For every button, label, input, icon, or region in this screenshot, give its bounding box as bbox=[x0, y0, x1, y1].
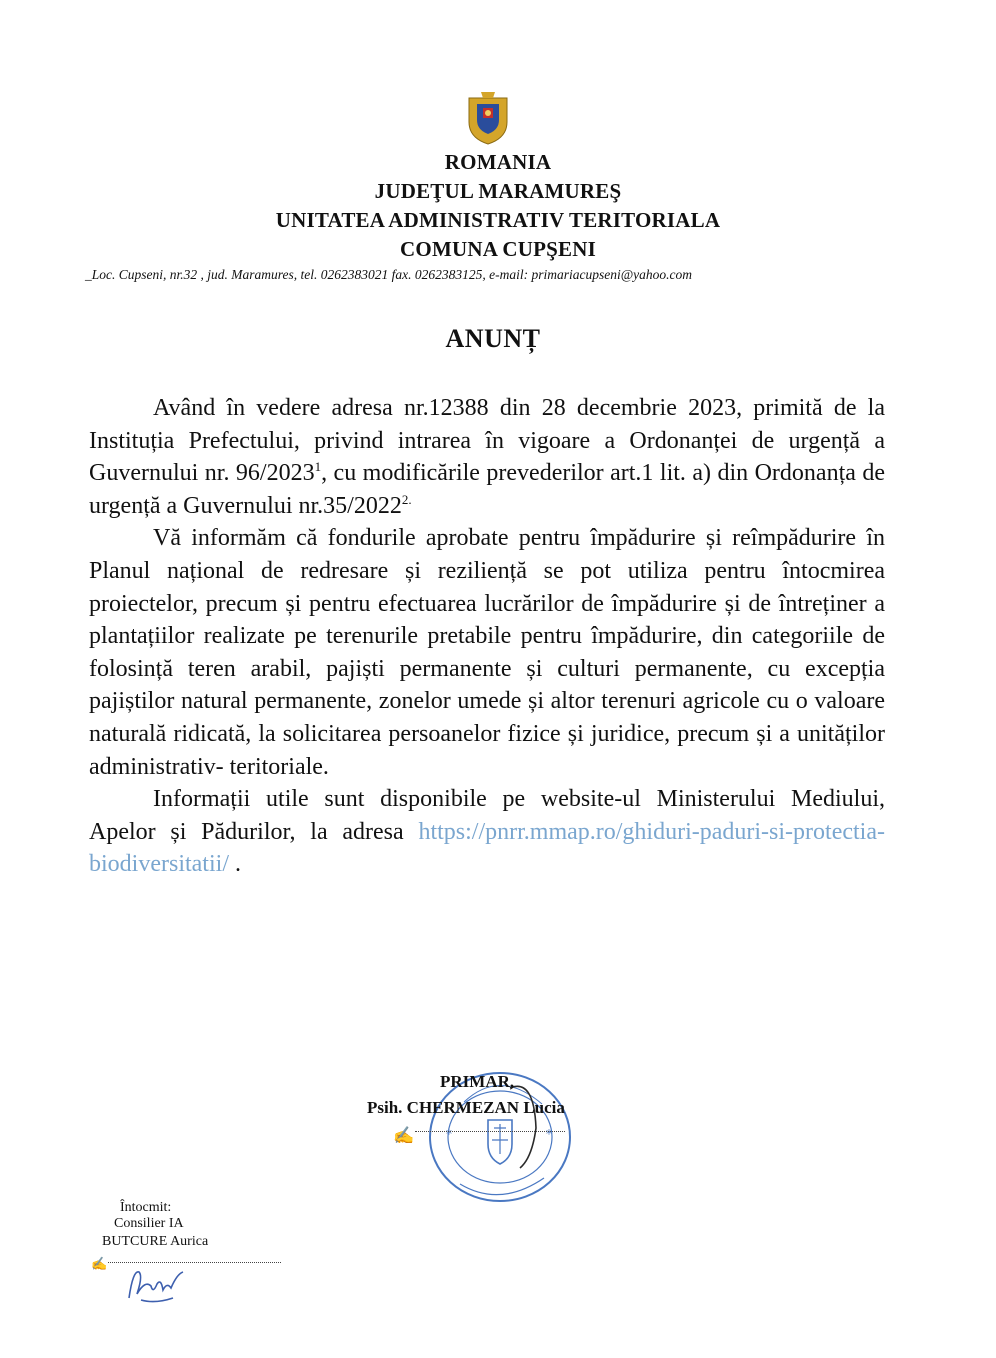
pen-icon: ✍ bbox=[91, 1256, 108, 1271]
contact-line: _Loc. Cupseni, nr.32 , jud. Maramures, tel. 0262383021 fax. 0262383125, e-mail: primariacupseni@yahoo.com bbox=[85, 267, 692, 282]
pen-icon: ✍ bbox=[393, 1126, 415, 1145]
handwritten-signature-icon bbox=[121, 1264, 193, 1306]
header-country: ROMANIA bbox=[444, 150, 552, 174]
paragraph-3-text: Informații utile sunt disponibile pe website-ul Ministerului Mediului, Apelor și Pădurilor, la adresa bbox=[89, 786, 885, 845]
paragraph-1-text-a: Având în vedere adresa nr.12388 din 28 decembrie 2023, primită de la Instituția Prefectului, privind intrarea în vigoare a Ordonanței de urgență a Guvernului nr. 96/2023 bbox=[89, 395, 885, 487]
header-county: JUDEŢUL MARAMUREŞ bbox=[374, 179, 622, 203]
paragraph-2: Vă informăm că fondurile aprobate pentru împădurire și reîmpădurire în Planul național de redresare și reziliență se pot utiliza pentru întocmirea proiectelor, precum și pentru efectuarea lucrărilor de împădurire și de întreținer a plantațiilor realizate pe terenurile pretabile pentru împădurire, din categoriile de folosință teren arabil, pajiști permanente și culturi permanente, cu excepția pajiștilor natural permanente, zonelor umede și altor terenuri agricole cu o valoare naturală ridicată, la solicitarea persoanelor fizice și juridice, precum și a unităților administrativ- teritoriale. bbox=[89, 525, 885, 780]
mayor-title: PRIMAR, bbox=[440, 1072, 515, 1091]
prepared-name: BUTCURE Aurica bbox=[102, 1234, 209, 1249]
prepared-label: Întocmit: bbox=[120, 1200, 172, 1215]
paragraph-3 bbox=[89, 783, 885, 881]
header-commune: COMUNA CUPŞENI bbox=[400, 237, 596, 261]
prepared-role: Consilier IA bbox=[114, 1216, 184, 1231]
footnote-1: 1 bbox=[314, 459, 322, 475]
svg-text:*: * bbox=[446, 1127, 452, 1141]
paragraph-1-text-b: , cu modificările prevederilor art.1 lit. a) din Ordonanța de urgență a Guvernului nr.35/2022 bbox=[89, 460, 886, 519]
footnote-2: 2. bbox=[401, 491, 412, 507]
paragraph-3-end: . bbox=[228, 851, 241, 878]
prepared-signature-line bbox=[108, 1262, 281, 1263]
header-unit: UNITATEA ADMINISTRATIV TERITORIALA bbox=[275, 208, 721, 232]
coat-of-arms-icon bbox=[459, 88, 517, 146]
mayor-name: Psih. CHERMEZAN Lucia bbox=[367, 1098, 565, 1117]
svg-text:*: * bbox=[546, 1127, 552, 1141]
paragraph-1 bbox=[89, 392, 885, 522]
ministry-link[interactable]: https://pnrr.mmap.ro/ghiduri-paduri-si-protectia-biodiversitatii/ bbox=[89, 818, 885, 878]
announcement-body bbox=[89, 392, 885, 881]
page-title: ANUNȚ bbox=[445, 324, 541, 353]
signature-line bbox=[415, 1131, 565, 1132]
